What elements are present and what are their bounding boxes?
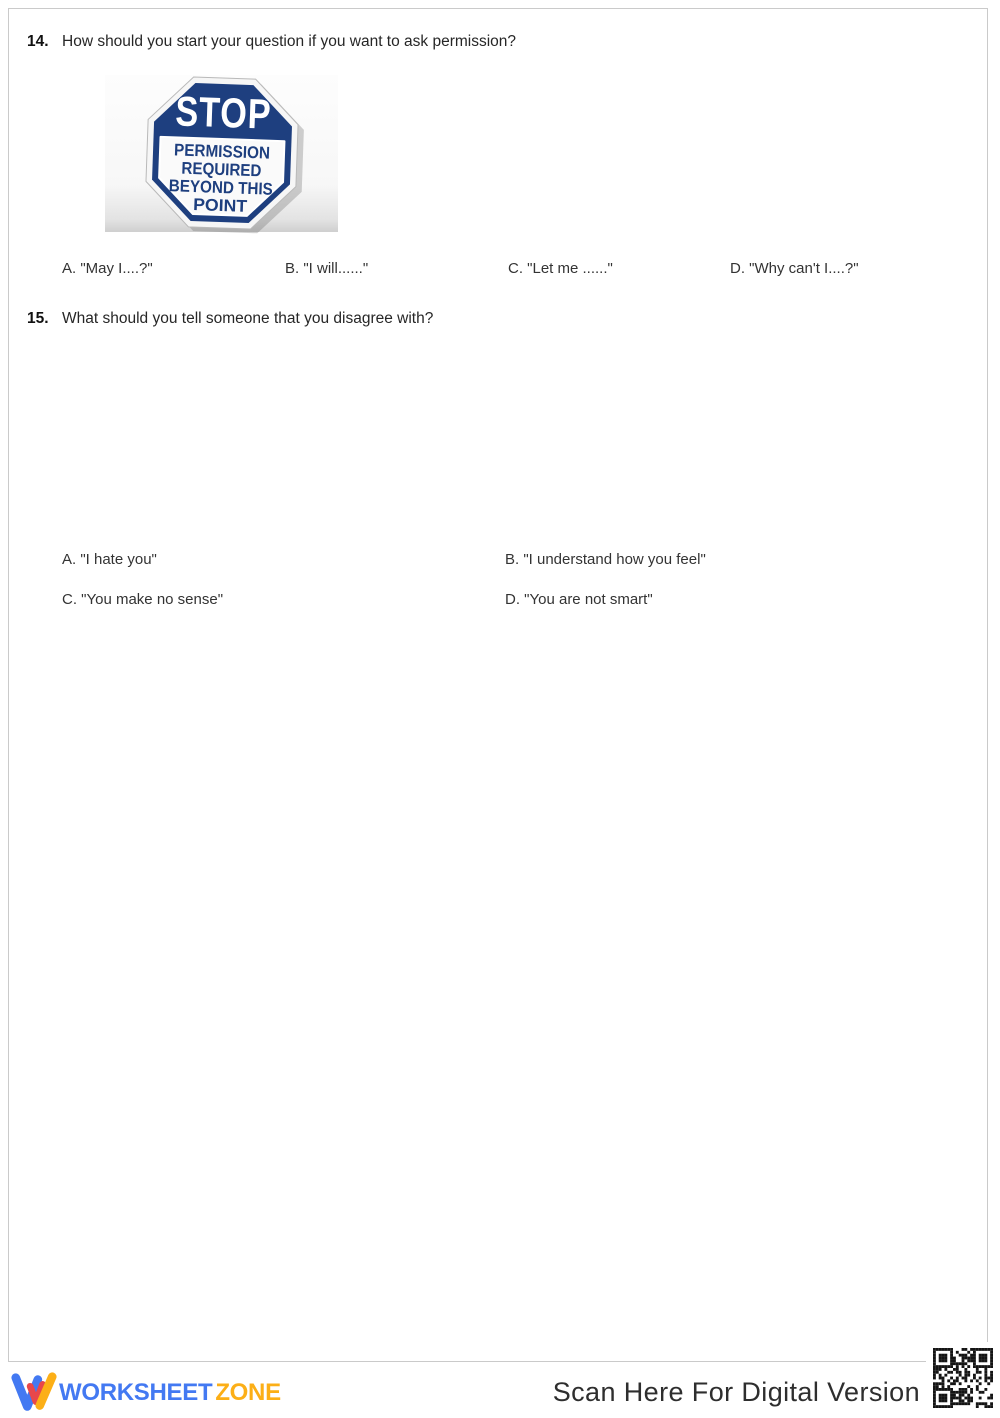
q14-option-d: D. "Why can't I....?" (730, 260, 859, 277)
q14-option-a: A. "May I....?" (62, 260, 153, 277)
stop-sign-line1: PERMISSION (173, 140, 282, 164)
brand-worksheet: WORKSHEET (59, 1379, 213, 1406)
stop-sign-line4: POINT (192, 195, 246, 216)
stop-sign-graphic (102, 71, 340, 236)
question-14-text: How should you start your question if you want to ask permission? (62, 33, 517, 50)
q14-option-c: C. "Let me ......" (508, 260, 613, 277)
question-14-number: 14. (27, 33, 49, 50)
scan-here-text: Scan Here For Digital Version (552, 1377, 920, 1407)
q14-option-b: B. "I will......" (285, 260, 369, 277)
stop-sign-line2: REQUIRED (181, 158, 272, 181)
q15-option-d: D. "You are not smart" (505, 591, 653, 608)
worksheetzone-logo-text (59, 1379, 281, 1407)
brand-zone: ZONE (215, 1379, 281, 1406)
stop-sign-line3: BEYOND THIS (168, 176, 286, 200)
worksheetzone-logo-icon (10, 1370, 58, 1413)
q15-option-a: A. "I hate you" (62, 551, 157, 568)
question-15-text: What should you tell someone that you disagree with? (62, 310, 434, 327)
stop-sign-image (105, 75, 338, 232)
q15-option-c: C. "You make no sense" (62, 591, 224, 608)
q15-option-b: B. "I understand how you feel" (505, 551, 706, 568)
stop-sign-title: STOP (174, 87, 294, 139)
question-15-number: 15. (27, 310, 49, 327)
qr-code (926, 1342, 1000, 1414)
